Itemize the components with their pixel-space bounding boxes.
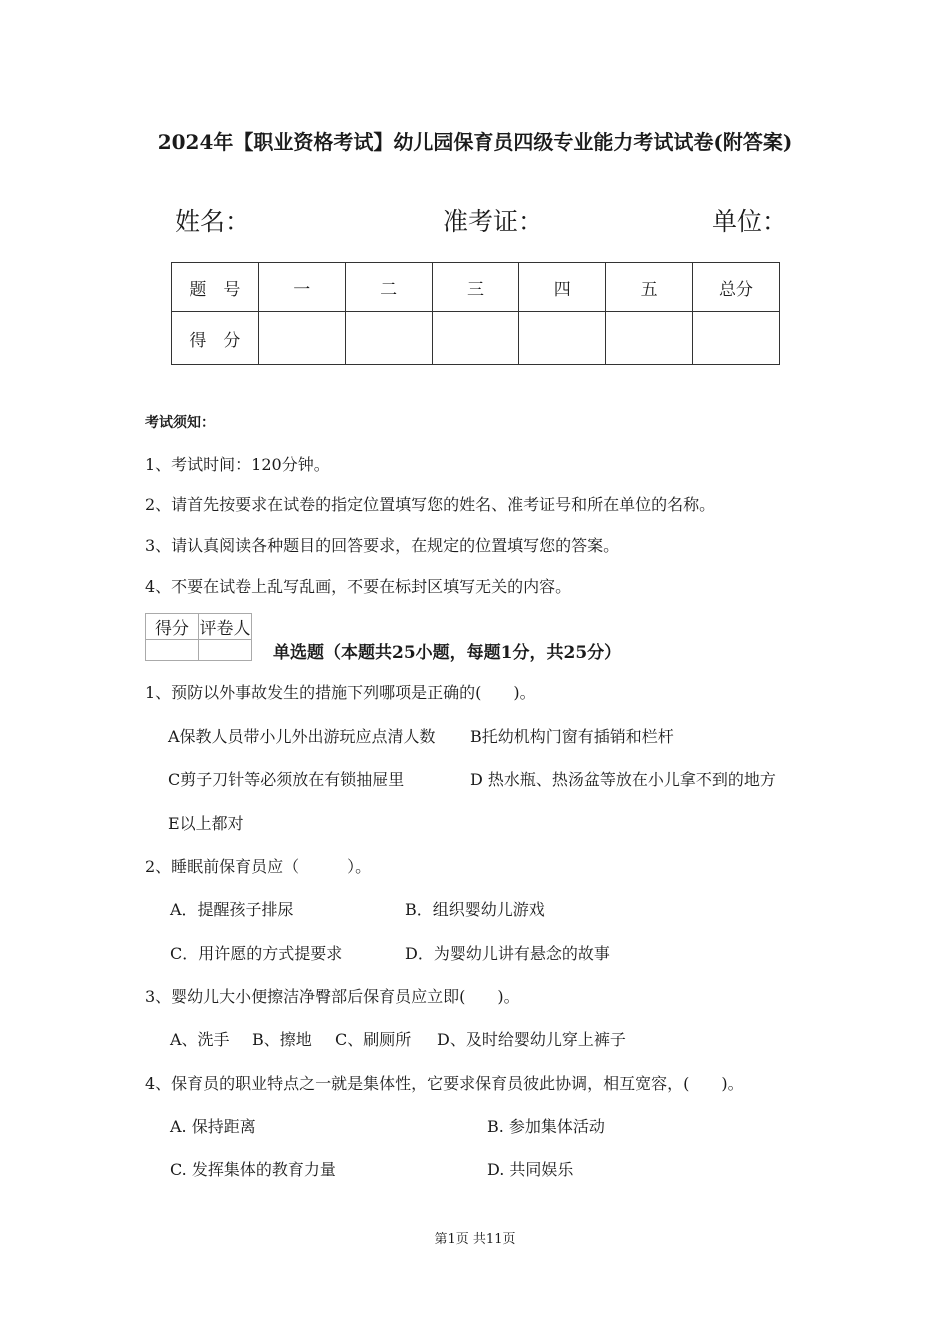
notice-item: 2、请首先按要求在试卷的指定位置填写您的姓名、准考证号和所在单位的名称。 — [145, 495, 716, 514]
question-stem: 2、睡眠前保育员应（ ）。 — [145, 857, 372, 876]
score-table-header-cell: 五 — [606, 263, 693, 312]
question-option: D. 共同娱乐 — [487, 1160, 574, 1179]
question-option: C. 发挥集体的教育力量 — [170, 1160, 336, 1179]
page-footer: 第1页 共11页 — [434, 1232, 516, 1247]
score-table-score-row — [172, 312, 780, 365]
question-option: C剪子刀针等必须放在有锁抽屉里 — [168, 770, 405, 789]
question-option: D、及时给婴幼儿穿上裤子 — [437, 1030, 626, 1049]
question-option: B托幼机构门窗有插销和栏杆 — [470, 727, 674, 746]
score-table-header-cell: 一 — [258, 263, 345, 312]
question-option: C．用许愿的方式提要求 — [170, 944, 343, 963]
notice-item: 3、请认真阅读各种题目的回答要求，在规定的位置填写您的答案。 — [145, 536, 620, 555]
notice-heading: 考试须知： — [145, 415, 215, 431]
question-option: D 热水瓶、热汤盆等放在小儿拿不到的地方 — [470, 770, 776, 789]
score-table-header-cell: 二 — [345, 263, 432, 312]
question-option: B．组织婴幼儿游戏 — [405, 900, 545, 919]
question-option: D．为婴幼儿讲有悬念的故事 — [405, 944, 610, 963]
grader-score-label: 得分 — [146, 614, 199, 640]
grader-name-label: 评卷人 — [199, 614, 252, 640]
score-table-header-cell: 四 — [519, 263, 606, 312]
question-option: E以上都对 — [168, 814, 244, 833]
grader-score-cell[interactable] — [146, 640, 199, 661]
question-option: A. 保持距离 — [170, 1117, 256, 1136]
grader-name-cell[interactable] — [199, 640, 252, 661]
score-cell[interactable] — [519, 312, 606, 365]
name-label: 姓名： — [175, 207, 251, 236]
question-option: B. 参加集体活动 — [487, 1117, 605, 1136]
question-option: B、擦地 — [252, 1030, 312, 1049]
grader-box — [145, 613, 252, 661]
section-title: 单选题（本题共25小题，每题1分，共25分） — [273, 643, 622, 663]
question-stem: 3、婴幼儿大小便擦洁净臀部后保育员应立即( )。 — [145, 987, 520, 1006]
score-cell[interactable] — [432, 312, 519, 365]
question-option: C、刷厕所 — [335, 1030, 412, 1049]
exam-id-label: 准考证： — [443, 207, 544, 236]
score-table-header-cell: 三 — [432, 263, 519, 312]
score-cell[interactable] — [345, 312, 432, 365]
score-table-header-cell: 题 号 — [172, 263, 259, 312]
notice-item: 1、考试时间：120分钟。 — [145, 455, 330, 474]
score-cell[interactable] — [693, 312, 780, 365]
question-option: A、洗手 — [170, 1030, 230, 1049]
score-table-header-row — [172, 263, 780, 312]
question-stem: 4、保育员的职业特点之一就是集体性，它要求保育员彼此协调，相互宽容，( )。 — [145, 1074, 744, 1093]
score-cell[interactable] — [258, 312, 345, 365]
score-table — [171, 262, 780, 365]
document-title: 2024年【职业资格考试】幼儿园保育员四级专业能力考试试卷(附答案) — [157, 130, 793, 154]
question-option: A保教人员带小儿外出游玩应点清人数 — [168, 727, 436, 746]
notice-item: 4、不要在试卷上乱写乱画，不要在标封区填写无关的内容。 — [145, 577, 572, 596]
score-cell[interactable] — [606, 312, 693, 365]
question-option: A．提醒孩子排尿 — [170, 900, 294, 919]
score-row-label: 得 分 — [172, 312, 259, 365]
question-stem: 1、预防以外事故发生的措施下列哪项是正确的( )。 — [145, 683, 536, 702]
unit-label: 单位： — [712, 207, 788, 236]
score-table-header-cell: 总分 — [693, 263, 780, 312]
